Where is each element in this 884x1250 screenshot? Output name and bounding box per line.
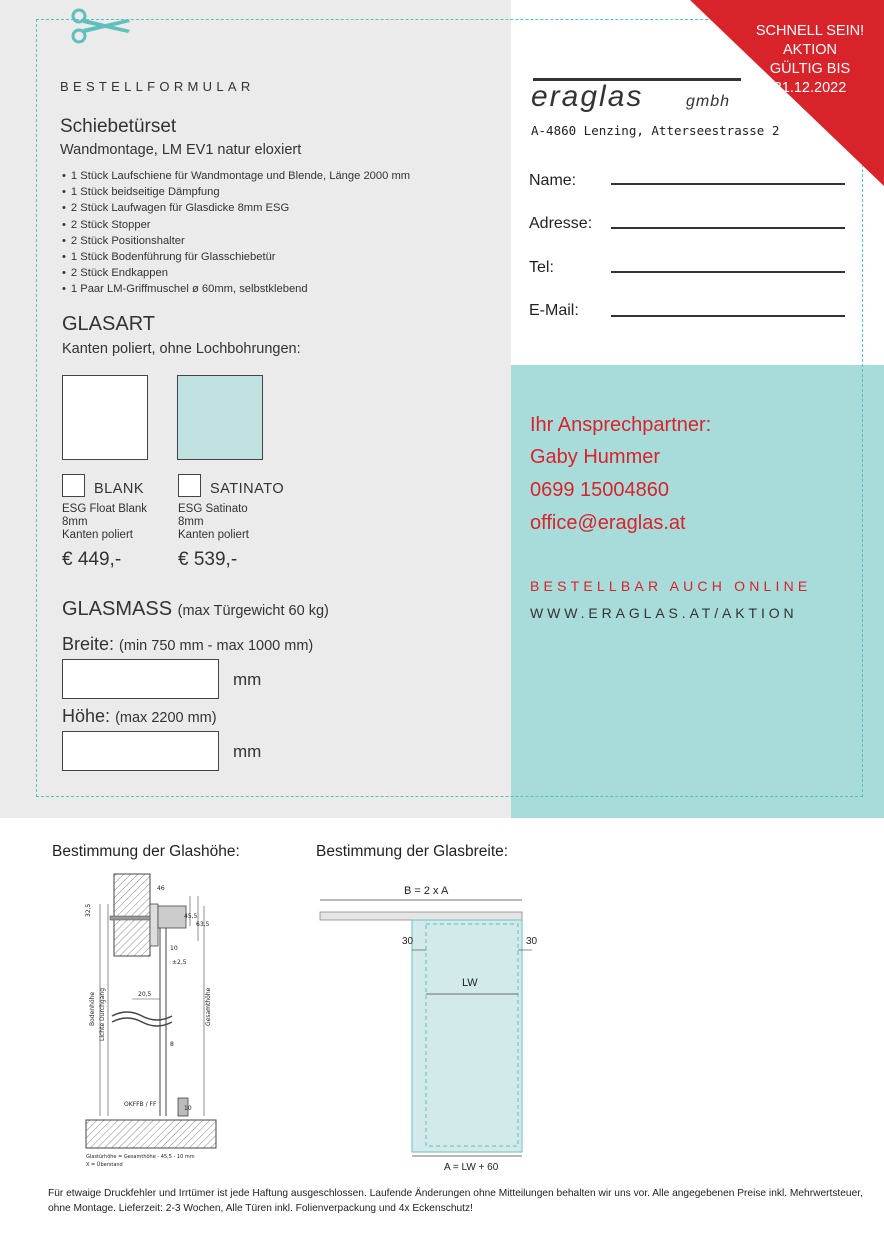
hoehe-label — [62, 706, 217, 727]
contact-title: Ihr Ansprechpartner: — [530, 414, 712, 436]
email-label: E-Mail: — [529, 302, 579, 319]
phone-field[interactable] — [611, 271, 845, 273]
glasmass-note: (max Türgewicht 60 kg) — [177, 603, 329, 619]
dim-label: Bodenhöhe — [89, 991, 96, 1026]
satinato-glass-swatch — [177, 375, 263, 460]
dim-label: 20,5 — [138, 991, 152, 998]
glass-width-title: Bestimmung der Glasbreite: — [316, 843, 509, 860]
dim-label: B = 2 x A — [404, 885, 449, 897]
dim-label: 8 — [170, 1041, 174, 1048]
product-subtitle: Wandmontage, LM EV1 natur eloxiert — [60, 142, 302, 158]
feature-list — [62, 168, 410, 298]
breite-input[interactable] — [62, 659, 219, 699]
dim-label: Gesamthöhe — [205, 987, 212, 1026]
satinato-price: € 539,- — [178, 549, 238, 570]
list-item: • 1 Stück Bodenführung für Glasschiebetür — [62, 249, 410, 265]
company-address: A-4860 Lenzing, Atterseestrasse 2 — [531, 123, 780, 138]
desc-line: 8mm — [62, 516, 88, 528]
dim-label: 30 — [402, 936, 414, 947]
dim-label: 46 — [157, 885, 165, 892]
online-label: BESTELLBAR AUCH ONLINE — [530, 578, 812, 594]
desc-line: ESG Satinato — [178, 503, 248, 515]
hoehe-input[interactable] — [62, 731, 219, 771]
desc-line: Kanten poliert — [178, 529, 249, 541]
address-label: Adresse: — [529, 215, 593, 232]
list-item: • 2 Stück Stopper — [62, 217, 410, 233]
list-item: • 1 Paar LM-Griffmuschel ø 60mm, selbstklebend — [62, 281, 410, 297]
blank-label: BLANK — [94, 481, 145, 497]
blank-price: € 449,- — [62, 549, 122, 570]
promo-ribbon-text — [750, 22, 870, 98]
blank-description — [62, 503, 147, 542]
dim-label: 10 — [184, 1105, 192, 1112]
list-item: • 2 Stück Positionshalter — [62, 233, 410, 249]
blank-checkbox[interactable] — [62, 474, 85, 497]
desc-line: 8mm — [178, 516, 204, 528]
hoehe-unit: mm — [233, 742, 262, 761]
satinato-description — [178, 503, 249, 542]
breite-note: (min 750 mm - max 1000 mm) — [119, 638, 314, 654]
form-title: BESTELLFORMULAR — [60, 79, 255, 94]
name-label: Name: — [529, 172, 577, 189]
dim-label: 10 — [170, 945, 178, 952]
company-logo-suffix: gmbh — [686, 93, 731, 110]
company-logo: eraglas — [531, 80, 644, 113]
satinato-label: SATINATO — [210, 481, 285, 497]
satinato-checkbox[interactable] — [178, 474, 201, 497]
product-name: Schiebetürset — [60, 116, 177, 137]
breite-label — [62, 634, 313, 655]
email-field[interactable] — [611, 315, 845, 317]
glasmass-title — [62, 598, 329, 621]
name-field[interactable] — [611, 183, 845, 185]
glasmass-heading: GLASMASS — [62, 598, 173, 620]
phone-label: Tel: — [529, 259, 554, 276]
glass-width-diagram — [316, 878, 546, 1174]
desc-line: Kanten poliert — [62, 529, 133, 541]
dim-label: 63,5 — [196, 921, 210, 928]
dim-label: 30 — [526, 936, 538, 947]
breite-heading: Breite: — [62, 634, 115, 654]
scissors-icon — [70, 6, 132, 46]
contact-phone[interactable]: 0699 15004860 — [530, 479, 670, 501]
ribbon-line: SCHNELL SEIN! — [755, 23, 865, 39]
contact-name: Gaby Hummer — [530, 446, 661, 468]
dim-label: Glastürhöhe = Gesamthöhe - 45,5 - 10 mm — [86, 1154, 195, 1160]
dim-label: Lichte Durchgang — [99, 987, 106, 1041]
dim-label: ±2,5 — [172, 959, 187, 966]
address-field[interactable] — [611, 227, 845, 229]
contact-email[interactable]: office@eraglas.at — [530, 512, 686, 534]
blank-glass-swatch — [62, 375, 148, 460]
list-item: • 2 Stück Laufwagen für Glasdicke 8mm ESG — [62, 200, 410, 216]
glasart-subtitle: Kanten poliert, ohne Lochbohrungen: — [62, 341, 301, 357]
dim-label: X = Überstand — [86, 1162, 123, 1168]
breite-unit: mm — [233, 670, 262, 689]
dim-label: OKFFB / FF — [124, 1101, 157, 1108]
hoehe-note: (max 2200 mm) — [115, 710, 217, 726]
glasart-title: GLASART — [62, 313, 155, 335]
dim-label: 32,5 — [85, 903, 92, 917]
list-item: • 1 Stück beidseitige Dämpfung — [62, 184, 410, 200]
desc-line: ESG Float Blank — [62, 503, 148, 515]
online-url[interactable]: WWW.ERAGLAS.AT/AKTION — [530, 605, 798, 621]
dim-label: LW — [462, 977, 478, 989]
ribbon-line: AKTION — [783, 42, 837, 58]
hoehe-heading: Höhe: — [62, 706, 111, 726]
dim-label: A = LW + 60 — [444, 1162, 499, 1173]
ribbon-line: 31.12.2022 — [773, 80, 847, 96]
glass-height-title: Bestimmung der Glashöhe: — [52, 843, 240, 860]
footnote: Für etwaige Druckfehler und Irrtümer ist jede Haftung ausgeschlossen. Laufende Änderungen ohne Mitteilungen behalten wir uns vor. Alle angegebenen Preise inkl. Mehrwertsteuer, ohne Montage. Lieferzeit: 2-3 Wochen, Alle Türen inkl. Folienverpackung und 4x Eckenschutz! — [48, 1188, 863, 1214]
dim-label: 45,5 — [184, 913, 198, 920]
list-item: • 1 Stück Laufschiene für Wandmontage und Blende, Länge 2000 mm — [62, 168, 410, 184]
glass-height-diagram — [82, 866, 272, 1176]
ribbon-line: GÜLTIG BIS — [769, 61, 851, 77]
list-item: • 2 Stück Endkappen — [62, 265, 410, 281]
